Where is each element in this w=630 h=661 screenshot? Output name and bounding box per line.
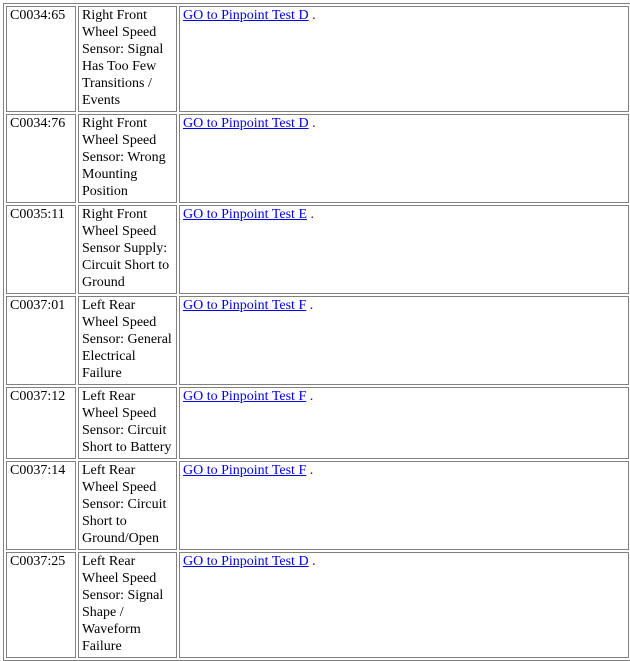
dtc-action-cell [179, 205, 629, 294]
link-suffix: . [306, 463, 314, 478]
table-row [6, 552, 629, 658]
table-row [6, 387, 629, 459]
pinpoint-test-link[interactable]: GO to Pinpoint Test D [183, 554, 309, 569]
dtc-action-cell [179, 296, 629, 385]
pinpoint-test-link[interactable]: GO to Pinpoint Test D [183, 116, 309, 131]
pinpoint-test-link[interactable]: GO to Pinpoint Test E [183, 207, 307, 222]
dtc-description-cell: Left Rear Wheel Speed Sensor: Signal Shape / Waveform Failure [78, 552, 177, 658]
link-suffix: . [308, 116, 316, 131]
dtc-action-cell [179, 6, 629, 112]
dtc-description-cell: Left Rear Wheel Speed Sensor: Circuit Short to Battery [78, 387, 177, 459]
dtc-code-cell: C0037:14 [6, 461, 76, 550]
table-row [6, 114, 629, 203]
dtc-code-cell: C0037:25 [6, 552, 76, 658]
dtc-code-cell: C0034:76 [6, 114, 76, 203]
table-row [6, 296, 629, 385]
table-row [6, 461, 629, 550]
dtc-code-cell: C0035:11 [6, 205, 76, 294]
dtc-action-cell [179, 387, 629, 459]
dtc-action-cell [179, 114, 629, 203]
dtc-code-cell: C0037:12 [6, 387, 76, 459]
dtc-table-body [6, 6, 629, 658]
dtc-description-cell: Right Front Wheel Speed Sensor: Wrong Mounting Position [78, 114, 177, 203]
dtc-action-cell [179, 552, 629, 658]
dtc-description-cell: Left Rear Wheel Speed Sensor: Circuit Short to Ground/Open [78, 461, 177, 550]
table-row [6, 6, 629, 112]
pinpoint-test-link[interactable]: GO to Pinpoint Test F [183, 298, 307, 313]
pinpoint-test-link[interactable]: GO to Pinpoint Test F [183, 463, 307, 478]
dtc-table [3, 3, 630, 661]
dtc-description-cell: Right Front Wheel Speed Sensor Supply: Circuit Short to Ground [78, 205, 177, 294]
table-row [6, 205, 629, 294]
pinpoint-test-link[interactable]: GO to Pinpoint Test D [183, 8, 309, 23]
pinpoint-test-link[interactable]: GO to Pinpoint Test F [183, 389, 307, 404]
link-suffix: . [306, 298, 314, 313]
dtc-code-cell: C0034:65 [6, 6, 76, 112]
link-suffix: . [306, 389, 314, 404]
dtc-description-cell: Left Rear Wheel Speed Sensor: General Electrical Failure [78, 296, 177, 385]
link-suffix: . [308, 8, 316, 23]
link-suffix: . [308, 554, 316, 569]
link-suffix: . [307, 207, 314, 222]
dtc-action-cell [179, 461, 629, 550]
dtc-description-cell: Right Front Wheel Speed Sensor: Signal Has Too Few Transitions / Events [78, 6, 177, 112]
dtc-code-cell: C0037:01 [6, 296, 76, 385]
